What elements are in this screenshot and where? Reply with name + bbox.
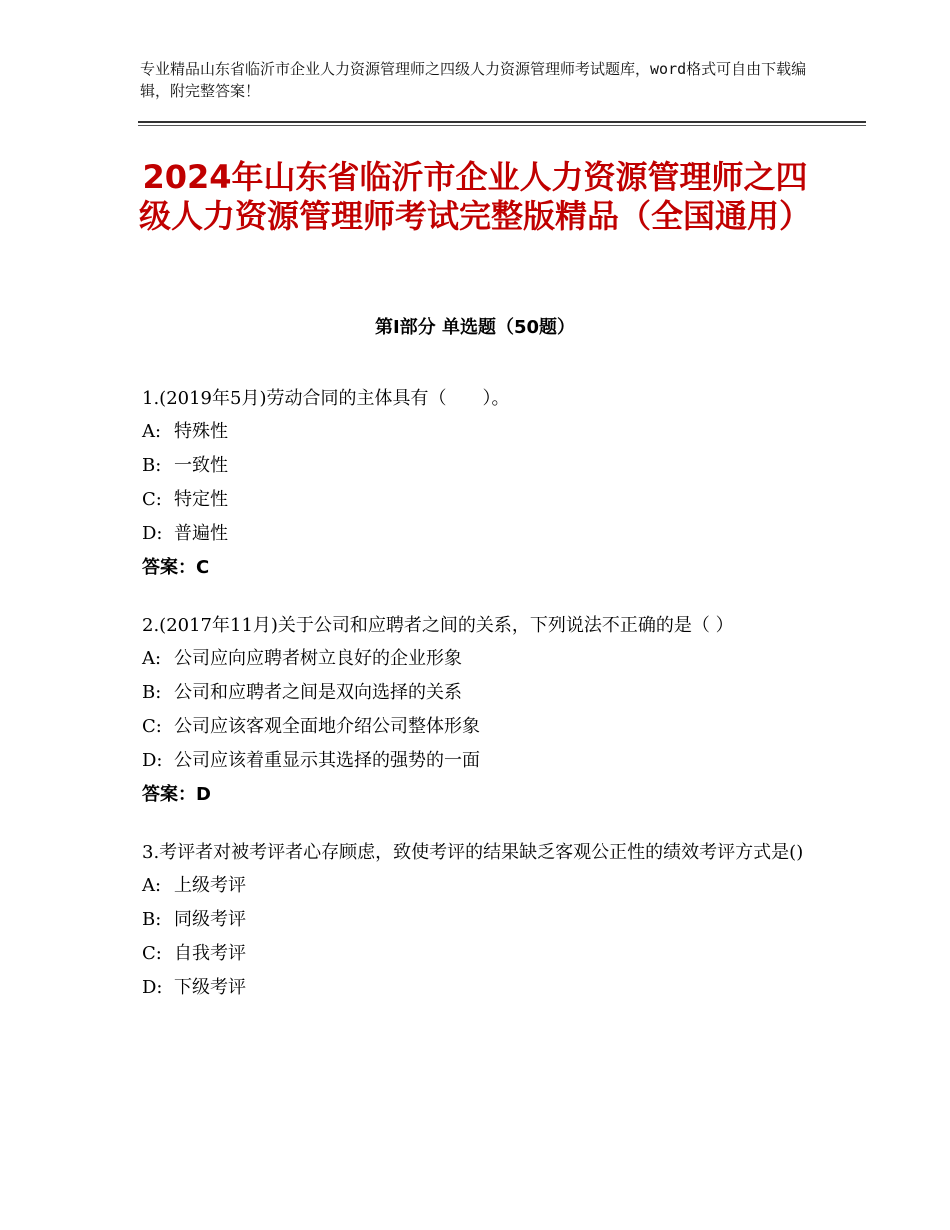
header-divider-thick <box>138 121 866 123</box>
option-c <box>142 710 812 744</box>
option-a <box>142 642 812 676</box>
option-key: C: <box>142 489 162 510</box>
option-text: 下级考评 <box>174 977 246 998</box>
question-stem: 1.(2019年5月)劳动合同的主体具有（ ）。 <box>142 388 510 409</box>
question-1 <box>142 382 812 585</box>
option-text: 公司应该客观全面地介绍公司整体形象 <box>174 716 480 737</box>
option-key: C: <box>142 943 162 964</box>
question-3 <box>142 836 812 1005</box>
option-b <box>142 449 812 483</box>
option-key: A: <box>142 648 162 669</box>
option-text: 上级考评 <box>174 875 246 896</box>
option-key: D: <box>142 977 163 998</box>
answer-label: 答案：C <box>142 557 210 578</box>
option-text: 普遍性 <box>174 523 228 544</box>
option-key: D: <box>142 523 163 544</box>
option-b <box>142 903 812 937</box>
option-key: B: <box>142 455 162 476</box>
answer-label: 答案：D <box>142 784 211 805</box>
option-c <box>142 937 812 971</box>
option-text: 同级考评 <box>174 909 246 930</box>
document-title: 2024年山东省临沂市企业人力资源管理师之四级人力资源管理师考试完整版精品（全国通用） <box>138 158 811 235</box>
option-a <box>142 415 812 449</box>
option-text: 公司应向应聘者树立良好的企业形象 <box>174 648 462 669</box>
option-key: A: <box>142 421 162 442</box>
option-text: 特殊性 <box>174 421 228 442</box>
option-key: B: <box>142 909 162 930</box>
question-2 <box>142 609 812 812</box>
option-key: C: <box>142 716 162 737</box>
option-d <box>142 744 812 778</box>
option-key: B: <box>142 682 162 703</box>
question-stem: 2.(2017年11月)关于公司和应聘者之间的关系，下列说法不正确的是（ ） <box>142 615 734 636</box>
option-text: 一致性 <box>174 455 228 476</box>
option-text: 公司和应聘者之间是双向选择的关系 <box>174 682 462 703</box>
option-text: 特定性 <box>174 489 228 510</box>
option-key: A: <box>142 875 162 896</box>
question-list <box>142 382 812 1029</box>
option-key: D: <box>142 750 163 771</box>
option-d <box>142 517 812 551</box>
header-note: 专业精品山东省临沂市企业人力资源管理师之四级人力资源管理师考试题库，word格式可自由下载编辑，附完整答案！ <box>140 60 807 100</box>
option-a <box>142 869 812 903</box>
option-b <box>142 676 812 710</box>
question-stem: 3.考评者对被考评者心存顾虑，致使考评的结果缺乏客观公正性的绩效考评方式是() <box>142 842 804 863</box>
option-c <box>142 483 812 517</box>
option-text: 公司应该着重显示其选择的强势的一面 <box>174 750 480 771</box>
option-d <box>142 971 812 1005</box>
option-text: 自我考评 <box>174 943 246 964</box>
header-divider-thin <box>138 125 866 126</box>
section-title: 第Ⅰ部分 单选题（50题） <box>374 317 575 338</box>
